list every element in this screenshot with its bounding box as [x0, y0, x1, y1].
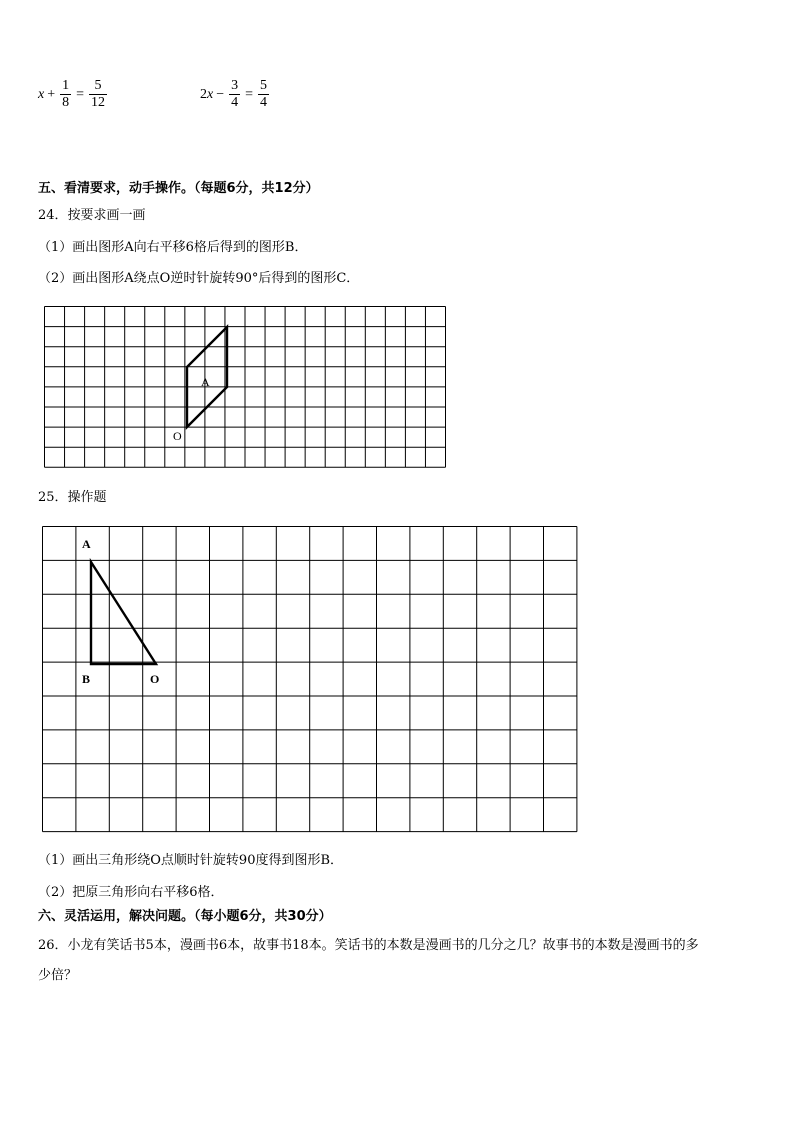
grid-lines: [43, 527, 577, 832]
equation-2-variable: x: [207, 86, 214, 102]
fraction-denominator: 4: [231, 95, 239, 110]
section-6-heading: 六、灵活运用，解决问题。（每小题6分，共30分）: [38, 909, 332, 924]
fraction-denominator: 12: [91, 95, 106, 110]
fraction-numerator: 3: [231, 78, 239, 93]
vertex-o-label: O: [150, 672, 160, 686]
question-26-line-1: 26．小龙有笑话书5本，漫画书6本，故事书18本。笑话书的本数是漫画书的几分之几？故事书的本数是漫画书的多: [38, 938, 699, 953]
question-24-title: 24．按要求画一画: [38, 208, 146, 223]
equation-2-equals: =: [245, 86, 254, 102]
fraction-denominator: 4: [260, 95, 268, 110]
grid-lines: [45, 307, 446, 468]
equation-2-fraction: [229, 78, 240, 111]
equation-2-coefficient: 2: [200, 86, 207, 102]
vertex-b-label: B: [82, 672, 91, 686]
fraction-numerator: 1: [62, 78, 70, 93]
equation-2: [200, 78, 271, 111]
equation-1-variable: x: [38, 86, 45, 102]
equation-2-operator: −: [216, 86, 225, 102]
question-25-grid: [40, 524, 580, 834]
equation-1-rhs-fraction: [89, 78, 107, 111]
vertex-a-label: A: [82, 537, 91, 551]
point-o-label: O: [173, 429, 182, 443]
equation-1-equals: =: [76, 86, 85, 102]
shape-a-label: A: [201, 375, 210, 389]
question-24-item-2: （2）画出图形A绕点O逆时针旋转90°后得到的图形C．: [38, 271, 360, 286]
question-26-line-2: 少倍？: [38, 968, 78, 983]
equation-1: [38, 78, 109, 111]
question-25-item-1: （1）画出三角形绕O点顺时针旋转90度得到图形B．: [38, 853, 344, 868]
equation-1-fraction: [60, 78, 71, 111]
question-25-title: 25．操作题: [38, 490, 107, 505]
question-25-item-2: （2）把原三角形向右平移6格．: [38, 885, 224, 900]
fraction-numerator: 5: [94, 78, 102, 93]
fraction-denominator: 8: [62, 95, 70, 110]
triangle-shape: [91, 562, 156, 664]
fraction-numerator: 5: [260, 78, 268, 93]
section-5-heading: 五、看清要求，动手操作。（每题6分，共12分）: [38, 181, 319, 196]
equation-2-rhs-fraction: [258, 78, 269, 111]
question-24-item-1: （1）画出图形A向右平移6格后得到的图形B．: [38, 240, 308, 255]
question-24-grid: [40, 302, 450, 474]
equation-1-operator: +: [47, 86, 56, 102]
